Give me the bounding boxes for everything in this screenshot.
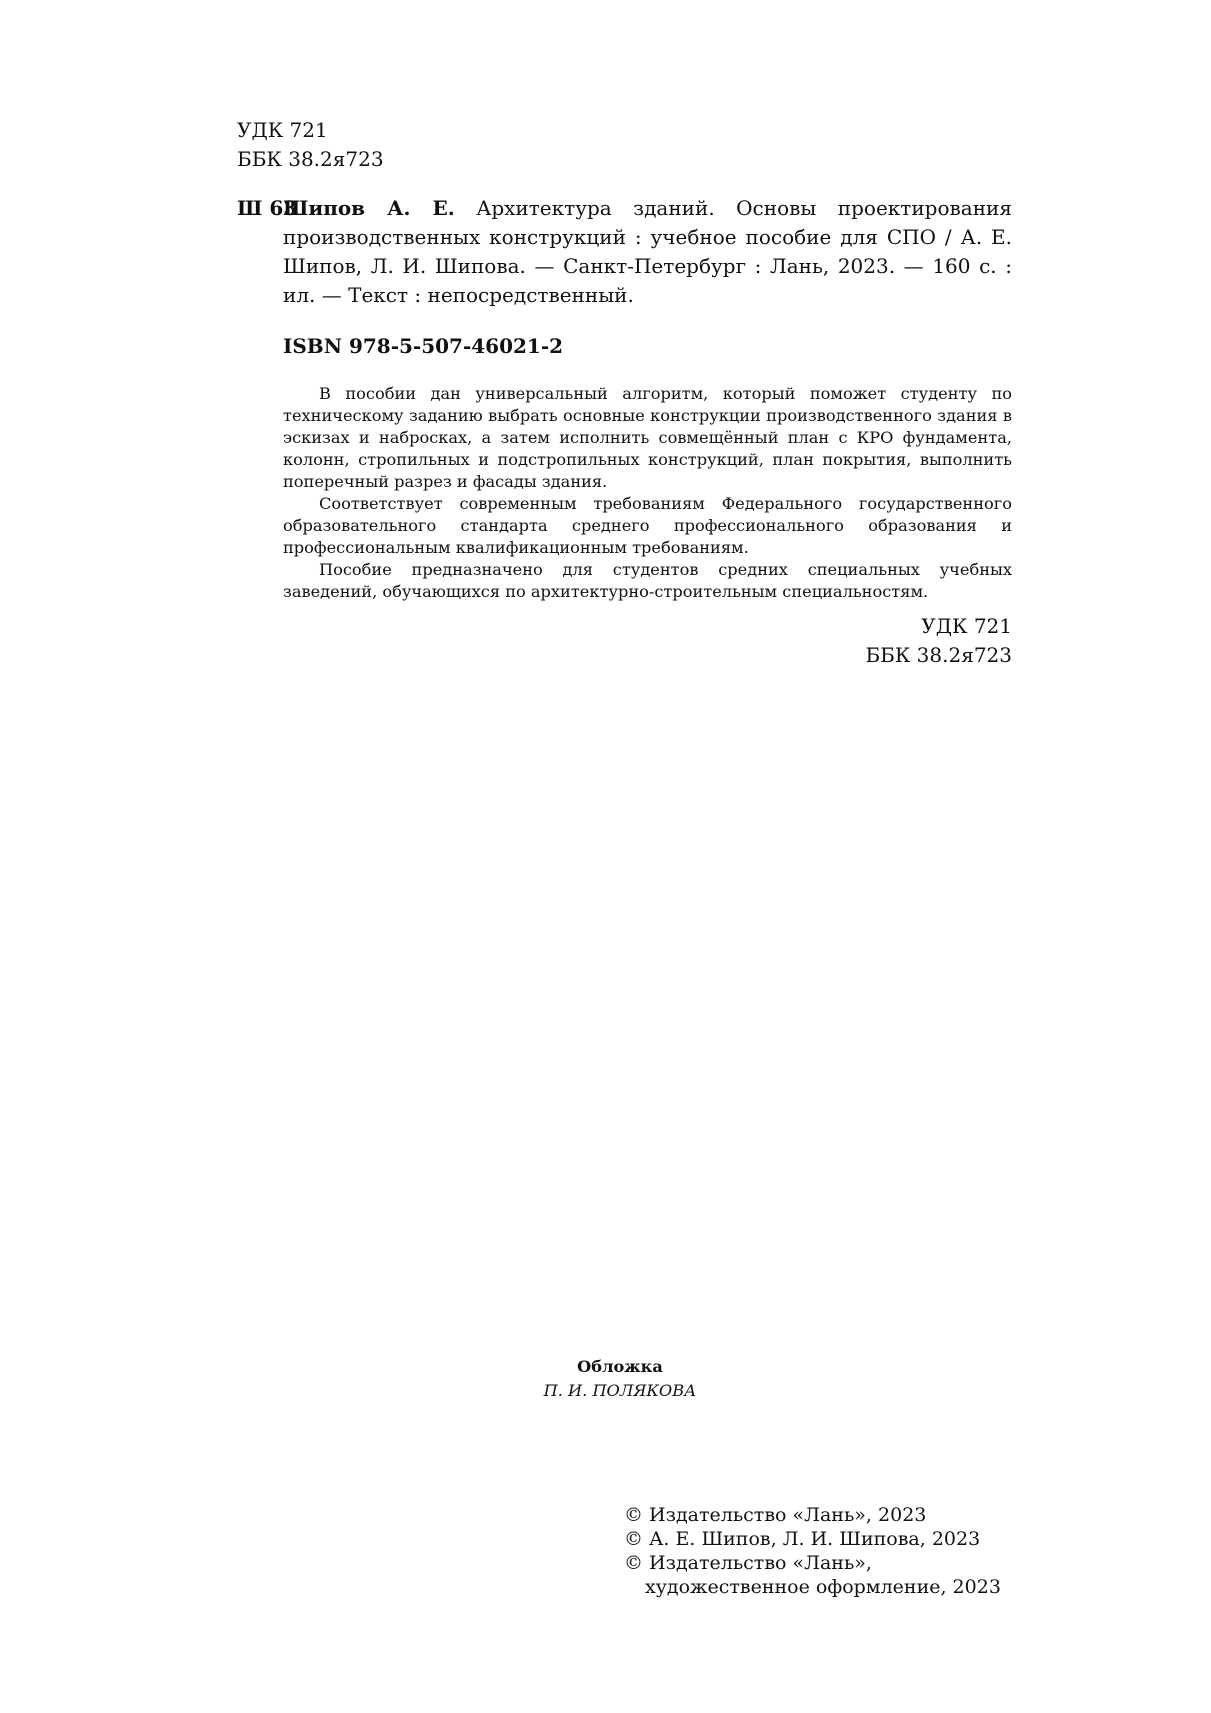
- title-line-4: 160 с. : ил. — Текст : непосредственный.: [283, 254, 1013, 307]
- title-line-3: А. Е. Шипов, Л. И. Шипова. — Санкт-Петербург : Лань, 2023. —: [283, 225, 1013, 278]
- author-name: Шипов А. Е.: [283, 196, 455, 220]
- copyright-line: © А. Е. Шипов, Л. И. Шипова, 2023: [624, 1528, 981, 1550]
- cover-label: Обложка: [577, 1357, 663, 1376]
- copyright-line: © Издательство «Лань»,: [624, 1552, 872, 1574]
- bbk-code: ББК 38.2я723: [237, 147, 384, 171]
- copyright-line: художественное оформление, 2023: [645, 1576, 1001, 1598]
- author-sign: Ш 63: [237, 196, 298, 220]
- isbn: ISBN 978-5-507-46021-2: [283, 334, 564, 358]
- annotation-paragraph: В пособии дан универсальный алгоритм, который поможет студенту по техническому заданию выбрать основные конструкции производственного здания в эскизах и набросках, а затем исполнить совмещённый план с КРО фундамента, колонн, стропильных и подстропильных конструкций, план покрытия, выполнить поперечный разрез и фасады здания.: [283, 384, 1012, 491]
- udk-code: УДК 721: [921, 614, 1012, 638]
- title-line-1: Архитектура зданий. Основы проектирования: [476, 196, 1012, 220]
- udk-code: УДК 721: [237, 118, 328, 142]
- annotation-paragraph: Соответствует современным требованиям Федерального государственного образовательного стандарта среднего профессионального образования и профессиональным квалификационным требованиям.: [283, 494, 1012, 557]
- cover-designer: П. И. ПОЛЯКОВА: [543, 1381, 697, 1400]
- cover-credit: [470, 1355, 770, 1403]
- title-line-2: производственных конструкций : учебное пособие для СПО /: [283, 225, 952, 249]
- classification-top: [237, 116, 384, 174]
- bibliographic-record: [237, 194, 1012, 310]
- bbk-code: ББК 38.2я723: [865, 643, 1012, 667]
- copyright-block: [624, 1503, 1001, 1599]
- bibliographic-description: [283, 194, 1012, 310]
- classification-bottom: [865, 612, 1012, 670]
- annotation: [283, 383, 1012, 603]
- copyright-line: © Издательство «Лань», 2023: [624, 1504, 927, 1526]
- annotation-paragraph: Пособие предназначено для студентов средних специальных учебных заведений, обучающихся по архитектурно-строительным специальностям.: [283, 560, 1012, 601]
